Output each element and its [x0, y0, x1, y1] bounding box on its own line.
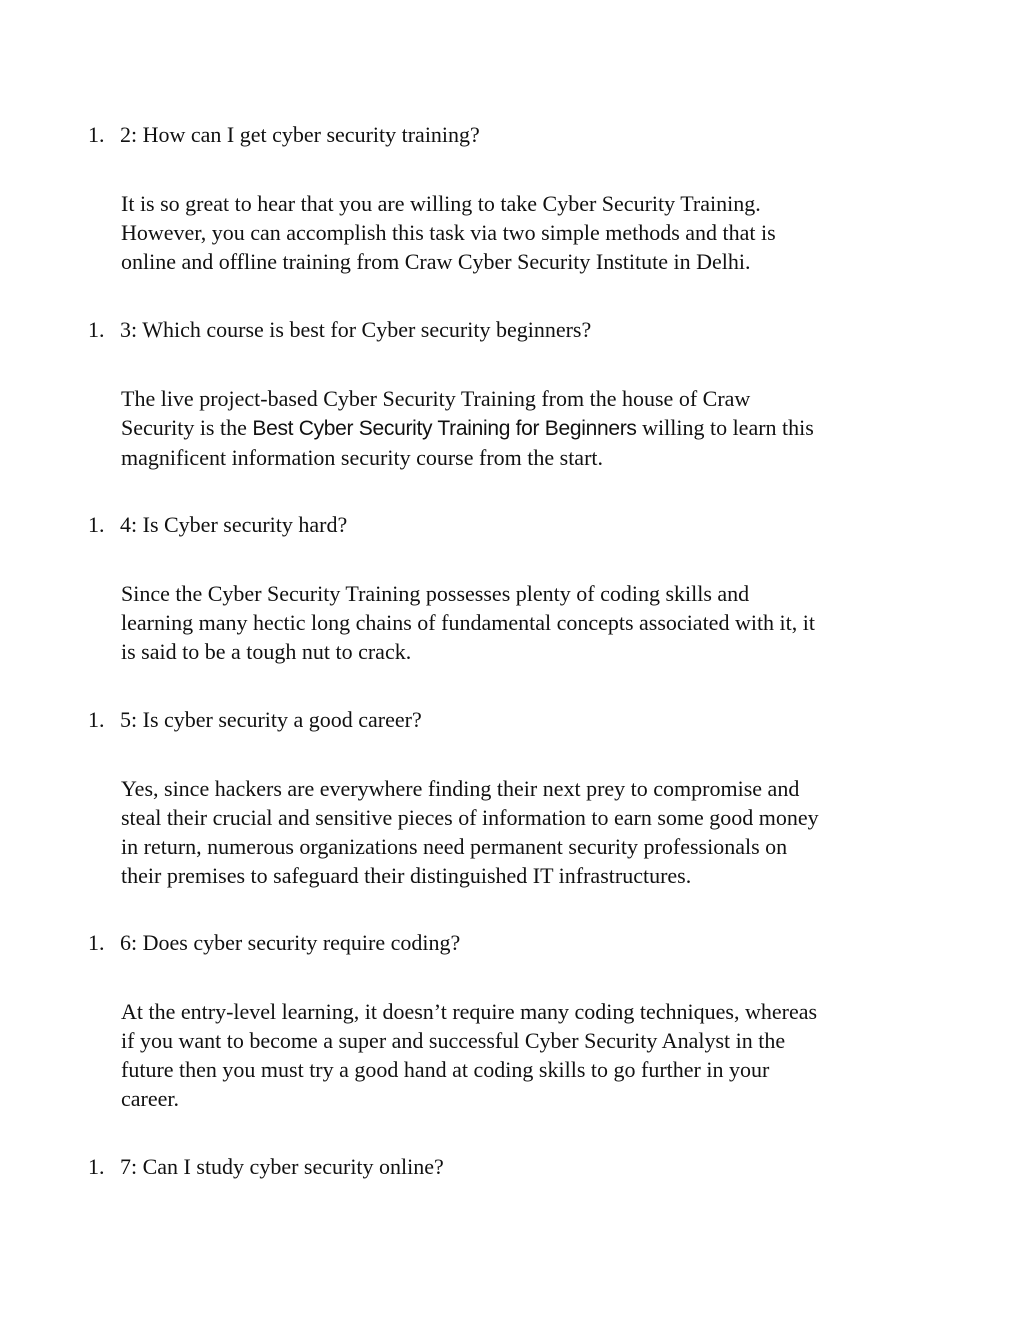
list-number: 1. [88, 317, 105, 342]
answer-line: career. [121, 1086, 179, 1111]
faq-question [88, 705, 422, 735]
answer-line: It is so great to hear that you are willing to take Cyber Security Training. [121, 191, 761, 216]
list-number: 1. [88, 1154, 105, 1179]
answer-line: magnificent information security course from the start. [121, 445, 604, 470]
faq-answer [121, 997, 911, 1113]
faq-answer [121, 189, 911, 276]
answer-text: willing to learn this [636, 415, 814, 440]
question-text: 6: Does cyber security require coding? [120, 930, 461, 955]
answer-line: The live project-based Cyber Security Training from the house of Craw [121, 386, 751, 411]
answer-text: Security is the [121, 415, 253, 440]
answer-line: is said to be a tough nut to crack. [121, 639, 412, 664]
list-number: 1. [88, 512, 105, 537]
question-text: 3: Which course is best for Cyber security beginners? [120, 317, 592, 342]
faq-answer [121, 774, 911, 890]
list-number: 1. [88, 930, 105, 955]
faq-answer [121, 384, 911, 472]
answer-line: steal their crucial and sensitive pieces of information to earn some good money [121, 805, 819, 830]
question-text: 5: Is cyber security a good career? [120, 707, 422, 732]
answer-line: At the entry-level learning, it doesn’t require many coding techniques, whereas [121, 999, 818, 1024]
list-number: 1. [88, 707, 105, 732]
faq-question [88, 120, 480, 150]
list-number: 1. [88, 122, 105, 147]
faq-question [88, 510, 347, 540]
answer-line: online and offline training from Craw Cyber Security Institute in Delhi. [121, 249, 751, 274]
answer-line: their premises to safeguard their distinguished IT infrastructures. [121, 863, 692, 888]
faq-question [88, 315, 591, 345]
answer-line [121, 413, 911, 443]
faq-question [88, 1152, 444, 1182]
answer-line: if you want to become a super and successful Cyber Security Analyst in the [121, 1028, 786, 1053]
answer-line: However, you can accomplish this task via two simple methods and that is [121, 220, 776, 245]
best-training-link[interactable]: Best Cyber Security Training for Beginners [252, 417, 637, 440]
question-text: 7: Can I study cyber security online? [120, 1154, 444, 1179]
faq-answer [121, 579, 911, 666]
question-text: 2: How can I get cyber security training? [120, 122, 480, 147]
answer-line: Yes, since hackers are everywhere finding their next prey to compromise and [121, 776, 800, 801]
answer-line: learning many hectic long chains of fundamental concepts associated with it, it [121, 610, 816, 635]
faq-question [88, 928, 460, 958]
answer-line: future then you must try a good hand at coding skills to go further in your [121, 1057, 770, 1082]
answer-line: in return, numerous organizations need permanent security professionals on [121, 834, 788, 859]
question-text: 4: Is Cyber security hard? [120, 512, 348, 537]
answer-line: Since the Cyber Security Training possesses plenty of coding skills and [121, 581, 750, 606]
